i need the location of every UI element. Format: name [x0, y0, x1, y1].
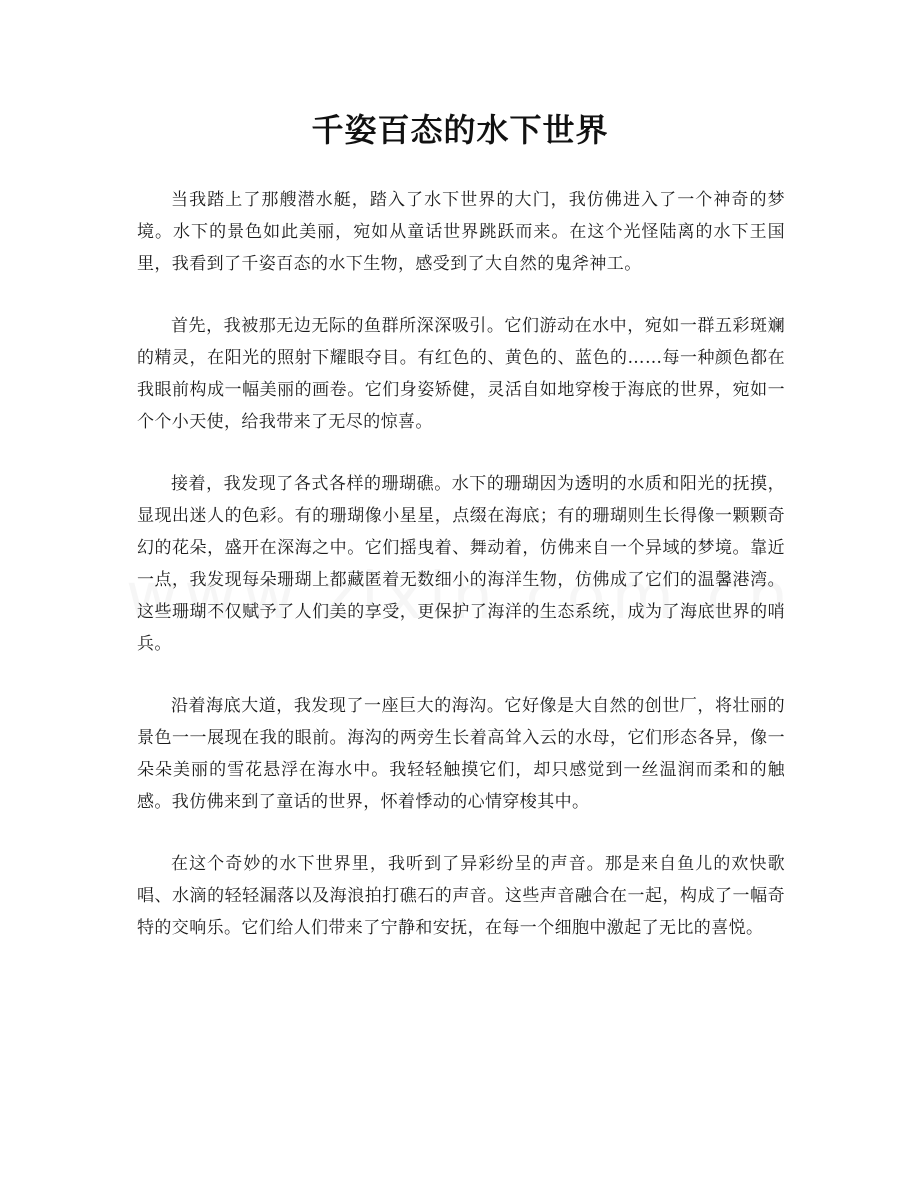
paragraph-3: 接着，我发现了各式各样的珊瑚礁。水下的珊瑚因为透明的水质和阳光的抚摸，显现出迷人的色彩。有的珊瑚像小星星，点缀在海底；有的珊瑚则生长得像一颗颗奇幻的花朵，盛开在深海之中。它们摇曳着、舞动着，仿佛来自一个异域的梦境。靠近一点，我发现每朵珊瑚上都藏匿着无数细小的海洋生物，仿佛成了它们的温馨港湾。这些珊瑚不仅赋予了人们美的享受，更保护了海洋的生态系统，成为了海底世界的哨兵。: [137, 474, 785, 654]
document-body: [137, 184, 785, 974]
paragraph-5: 在这个奇妙的水下世界里，我听到了异彩纷呈的声音。那是来自鱼儿的欢快歌唱、水滴的轻轻漏落以及海浪拍打礁石的声音。这些声音融合在一起，构成了一幅奇特的交响乐。它们给人们带来了宁静和安抚，在每一个细胞中激起了无比的喜悦。: [137, 854, 785, 938]
paragraph-2: 首先，我被那无边无际的鱼群所深深吸引。它们游动在水中，宛如一群五彩斑斓的精灵，在阳光的照射下耀眼夺目。有红色的、黄色的、蓝色的……每一种颜色都在我眼前构成一幅美丽的画卷。它们身姿矫健，灵活自如地穿梭于海底的世界，宛如一个个小天使，给我带来了无尽的惊喜。: [137, 316, 785, 432]
paragraph-1: 当我踏上了那艘潜水艇，踏入了水下世界的大门，我仿佛进入了一个神奇的梦境。水下的景色如此美丽，宛如从童话世界跳跃而来。在这个光怪陆离的水下王国里，我看到了千姿百态的水下生物，感受到了大自然的鬼斧神工。: [137, 190, 785, 274]
paragraph-4: 沿着海底大道，我发现了一座巨大的海沟。它好像是大自然的创世厂，将壮丽的景色一一展现在我的眼前。海沟的两旁生长着高耸入云的水母，它们形态各异，像一朵朵美丽的雪花悬浮在海水中。我轻轻触摸它们，却只感觉到一丝温润而柔和的触感。我仿佛来到了童话的世界，怀着悸动的心情穿梭其中。: [137, 696, 785, 812]
document-title: 千姿百态的水下世界: [311, 111, 609, 149]
